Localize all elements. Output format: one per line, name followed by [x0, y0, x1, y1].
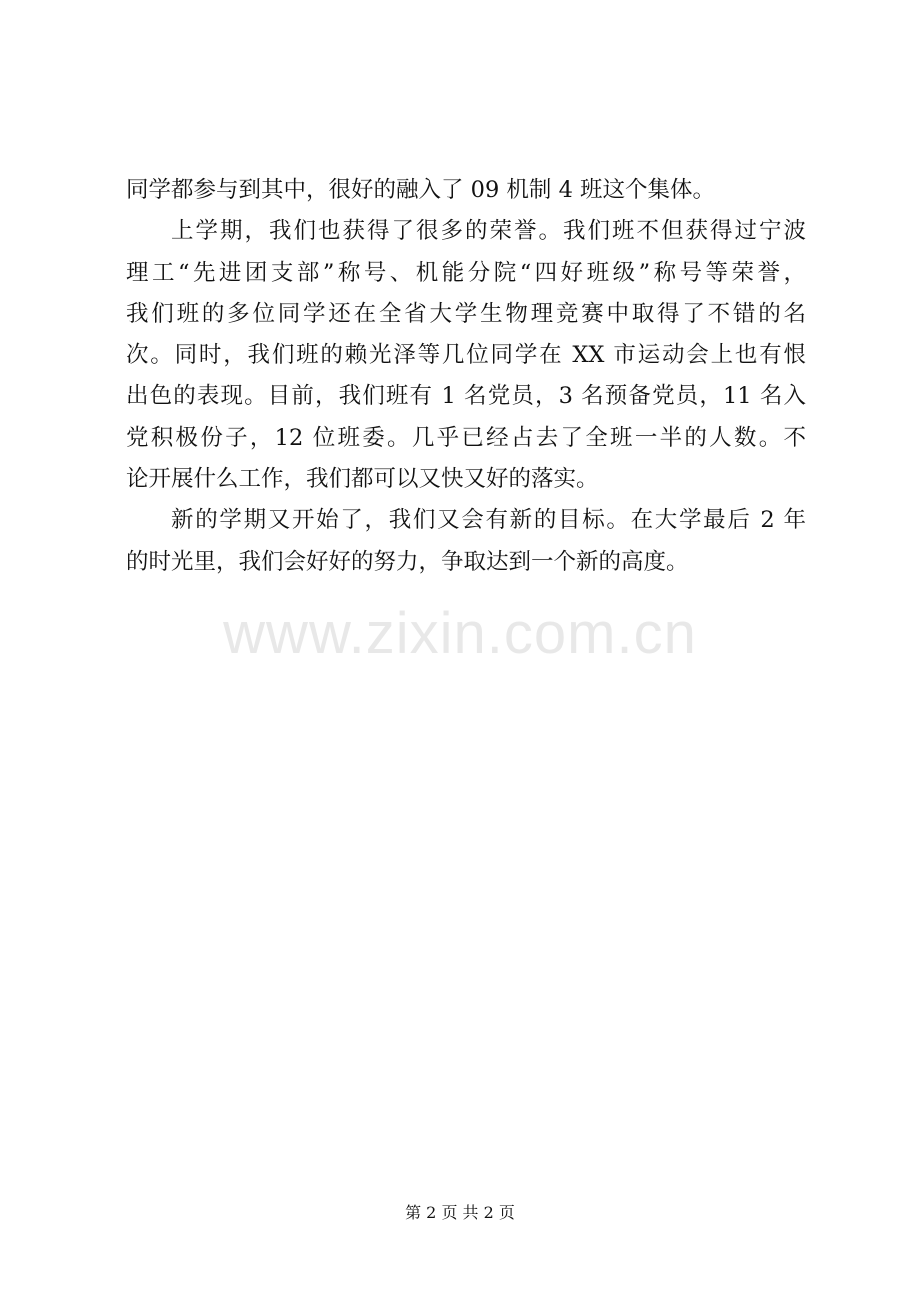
text-line: 出色的表现。目前，我们班有 1 名党员，3 名预备党员，11 名入: [126, 383, 806, 410]
text-line: 上学期，我们也获得了很多的荣誉。我们班不但获得过宁波: [171, 218, 806, 245]
text-line: 理工“先进团支部”称号、机能分院“四好班级”称号等荣誉，: [126, 259, 806, 286]
watermark: www.zixin.com.cn: [223, 601, 697, 666]
text-line: 次。同时，我们班的赖光泽等几位同学在 XX 市运动会上也有恨: [126, 342, 806, 369]
text-line: 新的学期又开始了，我们又会有新的目标。在大学最后 2 年: [171, 507, 806, 534]
text-line: 论开展什么工作，我们都可以又快又好的落实。: [126, 466, 599, 493]
text-line: 党积极份子，12 位班委。几乎已经占去了全班一半的人数。不: [126, 424, 806, 451]
page-number-footer: 第 2 页 共 2 页: [405, 1203, 515, 1222]
text-line: 同学都参与到其中，很好的融入了 09 机制 4 班这个集体。: [126, 177, 716, 203]
text-line: 我们班的多位同学还在全省大学生物理竞赛中取得了不错的名: [126, 300, 806, 327]
text-line: 的时光里，我们会好好的努力，争取达到一个新的高度。: [126, 548, 689, 575]
document-body: [126, 170, 806, 583]
